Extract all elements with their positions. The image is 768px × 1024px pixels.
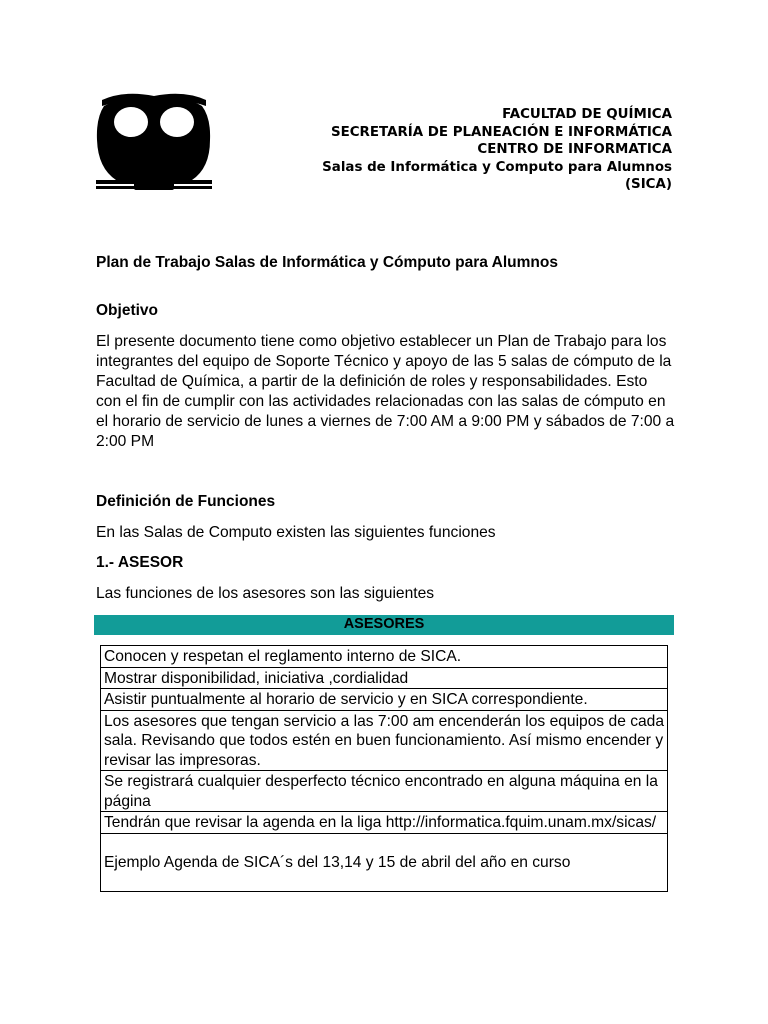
asesores-table — [100, 645, 668, 892]
table-cell: Ejemplo Agenda de SICA´s del 13,14 y 15 de abril del año en curso — [101, 833, 668, 891]
table-row — [101, 689, 668, 711]
asesor-intro: Las funciones de los asesores son las siguientes — [96, 585, 435, 602]
definitions-intro: En las Salas de Computo existen las siguientes funciones — [96, 524, 496, 541]
header-line: CENTRO DE INFORMATICA — [477, 142, 672, 158]
header-line: (SICA) — [624, 177, 672, 193]
table-cell: Se registrará cualquier desperfecto técnico encontrado en alguna máquina en la página — [101, 771, 668, 812]
document-title: Plan de Trabajo Salas de Informática y Cómputo para Alumnos — [96, 254, 558, 271]
table-row — [101, 812, 668, 834]
table-row — [101, 667, 668, 689]
institution-header — [322, 106, 672, 194]
asesores-table-header: ASESORES — [94, 615, 674, 635]
owl-logo-icon — [94, 88, 214, 192]
table-row — [101, 771, 668, 812]
header-line: SECRETARÍA DE PLANEACIÓN E INFORMÁTICA — [330, 124, 672, 140]
table-row — [101, 646, 668, 668]
table-cell: Mostrar disponibilidad, iniciativa ,cordialidad — [101, 667, 668, 689]
table-row — [101, 710, 668, 771]
header-line: Salas de Informática y Computo para Alumnos — [322, 159, 672, 175]
table-row — [101, 833, 668, 891]
table-cell: Los asesores que tengan servicio a las 7:00 am encenderán los equipos de cada sala. Revisando que todos estén en buen funcionamiento. Así mismo encender y revisar las impresoras. — [101, 710, 668, 771]
asesor-heading: 1.- ASESOR — [96, 554, 184, 571]
definitions-heading: Definición de Funciones — [96, 493, 276, 510]
objective-paragraph: El presente documento tiene como objetivo establecer un Plan de Trabajo para los integrantes del equipo de Soporte Técnico y apoyo de las 5 salas de cómputo de la Facultad de Química, a partir de la definición de roles y responsabilidades. Esto con el fin de cumplir con las actividades relacionadas con las salas de cómputo en el horario de servicio de lunes a viernes de 7:00 AM a 9:00 PM y sábados de 7:00 a 2:00 PM — [96, 333, 675, 450]
table-cell: Conocen y respetan el reglamento interno de SICA. — [101, 646, 668, 668]
header-line: FACULTAD DE QUÍMICA — [502, 107, 672, 122]
table-cell: Tendrán que revisar la agenda en la liga http://informatica.fquim.unam.mx/sicas/ — [101, 812, 668, 834]
objective-heading: Objetivo — [96, 302, 159, 319]
table-cell: Asistir puntualmente al horario de servicio y en SICA correspondiente. — [101, 689, 668, 711]
